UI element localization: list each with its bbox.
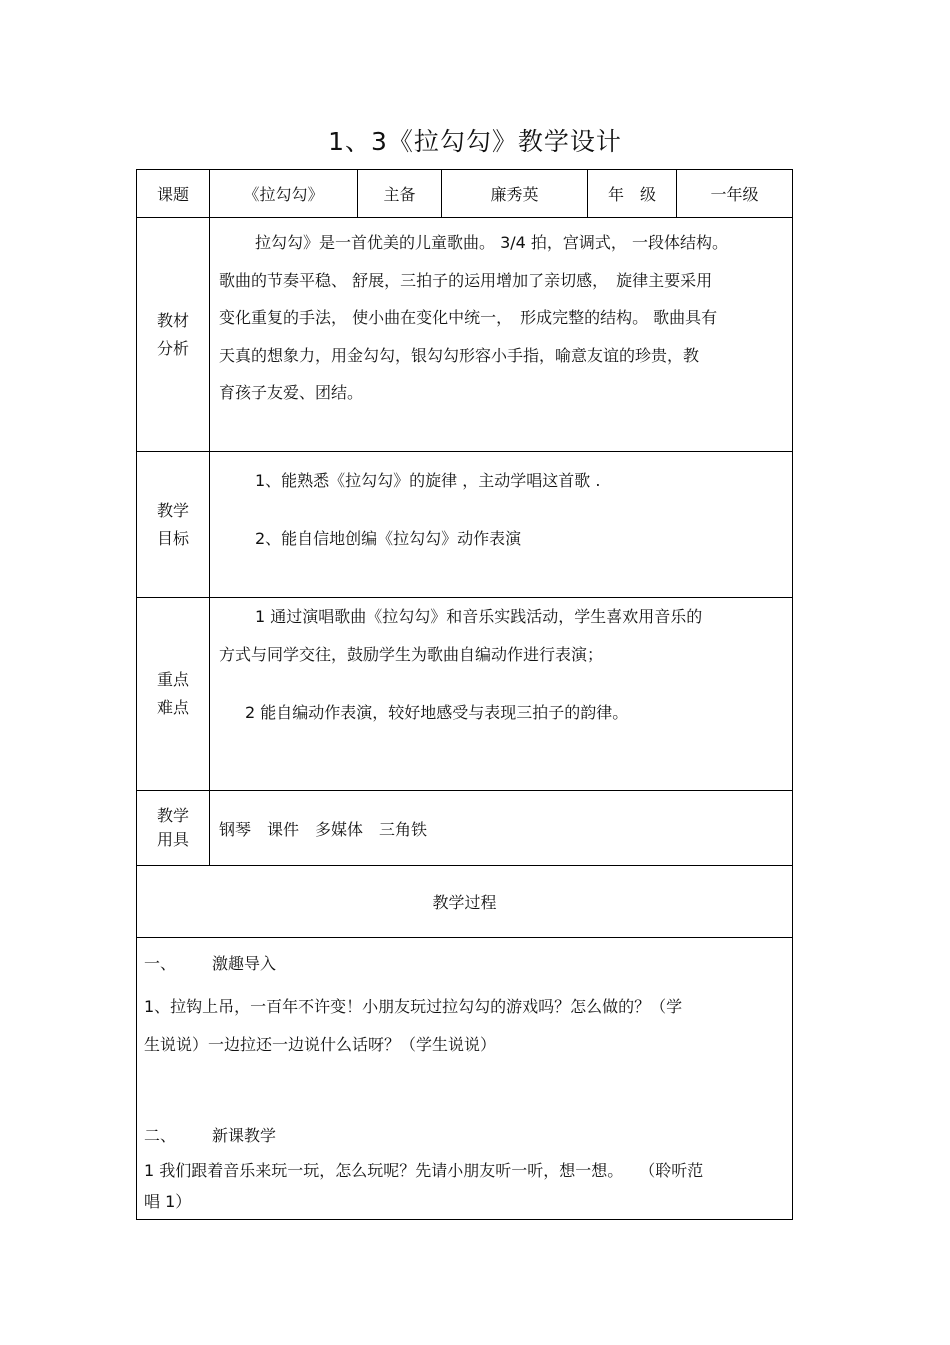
goal-item: 1、能熟悉《拉勾勾》的旋律 ，主动学唱这首歌 .	[255, 471, 601, 490]
goals-label: 教学 目标	[137, 452, 210, 598]
tools-label: 教学 用具	[137, 791, 210, 866]
process-line: 唱 1）	[144, 1191, 192, 1211]
goals-content	[210, 452, 793, 598]
process-line: 1 我们跟着音乐来玩一玩，怎么玩呢？先请小朋友听一听，想一想。 （聆听范	[144, 1161, 704, 1180]
analysis-line: 天真的想象力，用金勾勾，银勾勾形容小手指，喻意友谊的珍贵，教	[219, 345, 700, 365]
section-heading	[144, 952, 782, 976]
header-topic-label: 课题	[137, 170, 210, 218]
keypoints-label: 重点 难点	[137, 598, 210, 791]
process-body-row	[137, 938, 793, 1220]
tools-row	[137, 791, 793, 866]
section-number: 二、	[144, 1126, 177, 1145]
tools-content: 钢琴 课件 多媒体 三角铁	[210, 791, 793, 866]
process-heading-row	[137, 866, 793, 938]
analysis-line: 育孩子友爱、团结。	[219, 383, 364, 402]
header-row	[137, 170, 793, 218]
header-preparer-label: 主备	[358, 170, 442, 218]
keypoints-row	[137, 598, 793, 791]
spacer	[144, 1063, 782, 1120]
analysis-line: 变化重复的手法， 使小曲在变化中统一， 形成完整的结构。 歌曲具有	[219, 308, 718, 327]
analysis-line: 拉勾勾》是一首优美的儿童歌曲。 3/4 拍，宫调式， 一段体结构。	[255, 233, 729, 252]
process-heading: 教学过程	[137, 866, 793, 938]
section-number: 一、	[144, 954, 177, 973]
header-grade-label: 年 级	[588, 170, 677, 218]
lesson-plan-table	[136, 169, 793, 1220]
keypoints-content	[210, 598, 793, 791]
section-title: 新课教学	[212, 1126, 277, 1145]
analysis-content	[210, 218, 793, 452]
header-grade-value: 一年级	[677, 170, 793, 218]
goal-item: 2、能自信地创编《拉勾勾》动作表演	[255, 529, 522, 548]
process-line: 生说说）一边拉还一边说什么话呀？（学生说说）	[144, 1034, 497, 1054]
page-title: 1、3《拉勾勾》教学设计	[328, 127, 622, 156]
analysis-line: 歌曲的节奏平稳、 舒展，三拍子的运用增加了亲切感， 旋律主要采用	[219, 270, 713, 290]
process-line: 1、拉钩上吊，一百年不许变！小朋友玩过拉勾勾的游戏吗？怎么做的？（学	[144, 997, 683, 1016]
keypoint-line: 1 通过演唱歌曲《拉勾勾》和音乐实践活动，学生喜欢用音乐的	[255, 607, 703, 626]
goals-row	[137, 452, 793, 598]
header-preparer-value: 廉秀英	[442, 170, 588, 218]
analysis-row	[137, 218, 793, 452]
keypoint-line: 2 能自编动作表演，较好地感受与表现三拍子的韵律。	[245, 703, 629, 722]
section-title: 激趣导入	[212, 954, 277, 973]
process-body	[137, 938, 793, 1220]
analysis-label: 教材 分析	[137, 218, 210, 452]
keypoint-line: 方式与同学交往，鼓励学生为歌曲自编动作进行表演；	[219, 645, 604, 664]
section-heading	[144, 1120, 782, 1152]
header-topic-value: 《拉勾勾》	[210, 170, 358, 218]
